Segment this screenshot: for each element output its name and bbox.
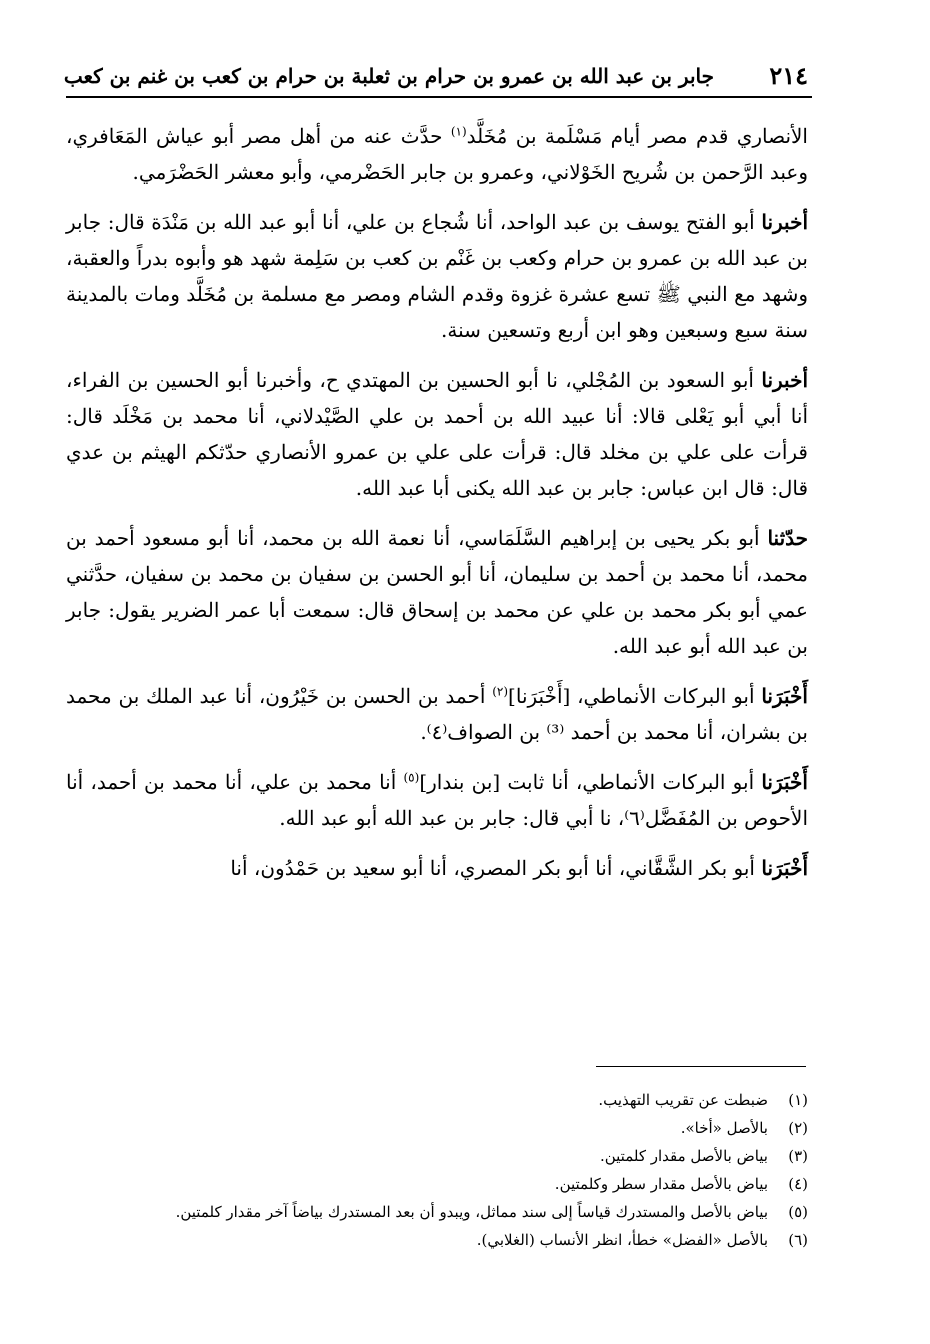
paragraph-text: أبو بكر الشَّقَّاني، أنا أبو بكر المصري، أنا أبو سعيد بن حَمْدُون، أنا [230, 856, 762, 880]
footnote-6 [66, 1226, 808, 1254]
footnote-text: بياض بالأصل مقدار كلمتين. [599, 1147, 768, 1165]
paragraph-7 [66, 850, 808, 886]
footnote-reference: (٥) [403, 770, 420, 785]
paragraph-6 [66, 764, 808, 836]
footnote-number: (٣) [788, 1147, 808, 1165]
paragraph-text: أبو السعود بن المُجْلي، نا أبو الحسين بن المهتدي ح، وأخبرنا أبو الحسين بن الفراء، أنا أبي أبو يَعْلى قالا: أنا عبيد الله بن أحمد بن علي الصَّيْدلاني، أنا محمد بن مَخْلَد قال: قرأت على علي بن مخلد قال: قرأت على علي بن عمرو الأنصاري حدّثكم الهيثم بن عدي قال: قال ابن عباس: جابر بن عبد الله يكنى أبا عبد الله. [66, 368, 809, 500]
footnote-text: بياض بالأصل مقدار سطر وكلمتين. [554, 1175, 768, 1193]
paragraph-text-continued: أحمد بن الحسن بن خَيْرُون، أنا عبد الملك بن محمد بن بشران، أنا محمد بن أحمد ⁽³⁾ بن الصواف⁽٤⁾. [66, 684, 808, 744]
footnote-text: بالأصل «أخا». [680, 1119, 768, 1137]
paragraph-3 [66, 362, 808, 506]
footnote-text: ضبطت عن تقريب التهذيب. [598, 1091, 768, 1109]
paragraph-text: أبو بكر يحيى بن إبراهيم السَّلَمَاسي، أنا نعمة الله بن محمد، أنا أبو مسعود أحمد بن محمد، أنا محمد بن أحمد بن سليمان، أنا أبو الحسن بن سفيان بن محمد بن سفيان، حدَّثني عمي أبو بكر محمد بن علي عن محمد بن إسحاق قال: سمعت أبا عمر الضرير يقول: جابر بن عبد الله أبو عبد الله. [66, 526, 808, 658]
paragraph-lead: أَخْبَرَنا [761, 856, 808, 880]
footnote-number: (٤) [788, 1175, 808, 1193]
paragraph-text-continued: أنا محمد بن علي، أنا محمد بن أحمد، أنا الأحوص بن المُفَضَّل⁽٦⁾، نا أبي قال: جابر بن عبد الله أبو عبد الله. [66, 770, 808, 830]
footnote-text: بالأصل «الفضل» خطأ، انظر الأنساب (الغلابي). [476, 1231, 768, 1249]
footnote-number: (٢) [788, 1119, 808, 1137]
running-title: جابر بن عبد الله بن عمرو بن حرام بن ثعلبة بن حرام بن كعب بن غنم بن كعب [63, 64, 714, 88]
footnote-reference: (١) [450, 124, 467, 139]
footnote-2 [66, 1114, 808, 1142]
paragraph-lead: أخبرنا [761, 210, 808, 234]
footnote-text: بياض بالأصل والمستدرك قياساً إلى سند مماثل، ويبدو أن بعد المستدرك بياضاً آخر مقدار كلمتين. [175, 1203, 768, 1221]
paragraph-4 [66, 520, 808, 664]
footnotes [66, 1086, 808, 1254]
footnote-number: (١) [788, 1091, 808, 1109]
paragraph-text: أبو البركات الأنماطي، [أَخْبَرَنا] [508, 684, 762, 708]
paragraph-text-continued: حدَّث عنه من أهل مصر أبو عياش المَعَافري، وعبد الرَّحمن بن شُريح الخَوْلاني، وعمرو بن جابر الحَضْرمي، وأبو معشر الحَضْرَمي. [66, 124, 808, 184]
footnote-number: (٥) [788, 1203, 808, 1221]
main-text [66, 118, 808, 900]
paragraph-lead: أَخْبَرَنا [761, 684, 808, 708]
footnote-3 [66, 1142, 808, 1170]
footnote-reference: (٢) [492, 684, 509, 699]
paragraph-1 [66, 118, 808, 190]
footnote-number: (٦) [788, 1231, 808, 1249]
footnote-5 [66, 1198, 808, 1226]
paragraph-lead: أخبرنا [761, 368, 808, 392]
paragraph-5 [66, 678, 808, 750]
paragraph-lead: أَخْبَرَنا [761, 770, 808, 794]
paragraph-text: الأنصاري قدم مصر أيام مَسْلَمة بن مُخَلَّد [466, 124, 808, 148]
page-number: ٢١٤ [769, 61, 808, 90]
running-header [63, 60, 808, 92]
paragraph-text: أبو البركات الأنماطي، أنا ثابت [بن بندار] [419, 770, 762, 794]
header-rule [66, 96, 812, 98]
paragraph-lead: حدّثنا [767, 526, 808, 550]
footnote-4 [66, 1170, 808, 1198]
footnote-separator [596, 1066, 806, 1067]
paragraph-text: أبو الفتح يوسف بن عبد الواحد، أنا شُجاع بن علي، أنا أبو عبد الله بن مَنْدَة قال: جابر بن عبد الله بن عمرو بن حرام وكعب بن غَنْم بن كعب بن سَلِمة شهد هو وأبوه بدراً والعقبة، وشهد مع النبي ﷺ تسع عشرة غزوة وقدم الشام ومصر مع مسلمة بن مُخَلَّد ومات بالمدينة سنة سبع وسبعين وهو ابن أربع وتسعين سنة. [66, 210, 808, 342]
footnote-1 [66, 1086, 808, 1114]
paragraph-2 [66, 204, 808, 348]
